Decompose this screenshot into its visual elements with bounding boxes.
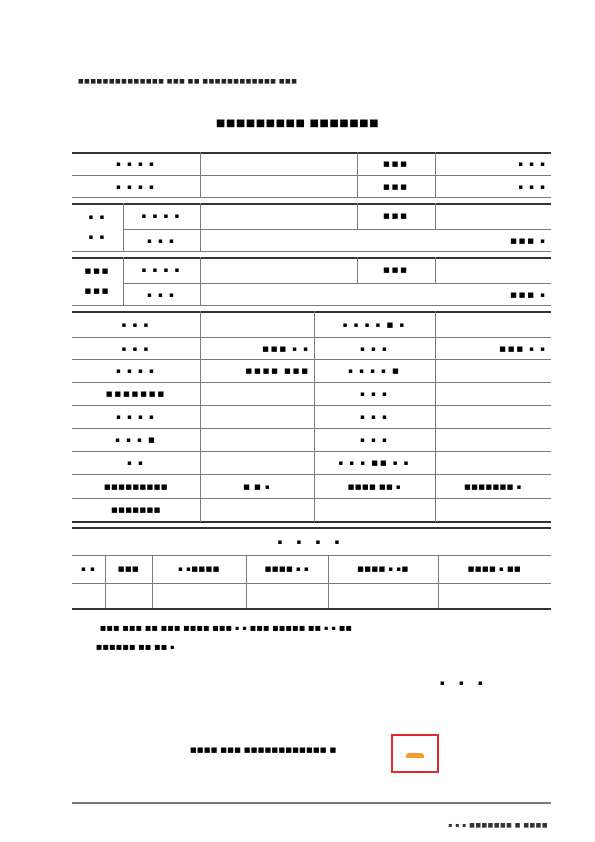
row-label: ▪ ▪ — [127, 459, 145, 467]
list-header: ■■■ — [117, 565, 140, 573]
footer-text: ▪ ▪ ▪ ■■■■■■■ ■ ■■■■ — [448, 822, 548, 829]
row-value-2 — [435, 430, 547, 450]
table-line — [72, 257, 551, 259]
row-value: ■■■ ▪ ▪ — [262, 345, 310, 353]
row-label: ■■■■■■■ — [111, 506, 161, 514]
list-header: ▪ ▪■■■■ — [178, 565, 220, 573]
table-line — [72, 555, 551, 556]
group-sub-label: ▪ ▪ ▪ ▪ — [141, 266, 182, 274]
row-label: ▪ ▪ ▪ ▪ — [116, 367, 156, 375]
row-label: ■■■■■■■■■ — [103, 483, 169, 491]
table-line — [72, 197, 551, 198]
row-value: ■■■■ ■■■ — [245, 367, 310, 375]
seal-mark — [406, 753, 424, 758]
row-label: ■■■■■■■ — [105, 390, 167, 398]
row-label-2: ▪ ▪ ▪ ▪ ■ — [348, 367, 401, 375]
row-mid-label: ■■■ — [383, 160, 409, 168]
row-label: ▪ ▪ ▪ — [121, 345, 151, 353]
row-label-2: ▪ ▪ ▪ — [360, 390, 389, 398]
group-mid-label: ■■■ — [383, 266, 409, 274]
list-header: ■■■■ ▪ ■■ — [467, 565, 522, 573]
table-line — [72, 451, 551, 452]
seal-stamp-icon — [391, 734, 439, 773]
group-sub-label: ▪ ▪ ▪ ▪ — [141, 212, 182, 220]
table-line — [123, 229, 551, 230]
table-line — [72, 311, 551, 313]
table-line — [72, 359, 551, 360]
list-header: ■■■■ ▪ ▪■ — [357, 565, 409, 573]
document-title: ■■■■■■■■■ ■■■■■■■ — [215, 118, 380, 129]
row-value — [200, 453, 310, 473]
row-value — [200, 384, 310, 404]
section-title: ▪ ▪ ▪ ▪ — [277, 538, 346, 546]
table-line — [72, 527, 551, 529]
document-header-text: ■■■■■■■■■■■■■■ ■■■ ■■ ■■■■■■■■■■■■ ■■■ — [78, 78, 298, 85]
row-value — [200, 430, 310, 450]
table-line — [123, 283, 551, 284]
row-label-2: ▪ ▪ ▪ ▪ ■ ▪ — [342, 321, 407, 329]
row-value-2: ■■■■■■■ ▪ — [464, 483, 522, 491]
table-line — [72, 305, 551, 306]
organization-name: ■■■■ ■■■ ■■■■■■■■■■■■ ■ — [190, 746, 337, 754]
group-sub-label: ▪ ▪ ▪ — [147, 291, 176, 299]
row-label-2: ■■■■ ■■ ▪ — [347, 483, 402, 491]
group-side-label: ▪ ▪ ▪ ▪ — [88, 213, 107, 241]
row-value: ▪ ▪ ▪ — [518, 160, 547, 168]
table-line — [72, 337, 551, 338]
row-mid-label: ■■■ — [383, 183, 409, 191]
table-line — [72, 405, 551, 406]
row-label-2: ▪ ▪ ▪ — [360, 413, 389, 421]
row-label: ▪ ▪ ▪ — [121, 321, 151, 329]
table-vline — [200, 152, 201, 198]
row-label: ▪ ▪ ▪ ▪ — [116, 160, 156, 168]
row-value-2 — [435, 384, 547, 404]
row-value-2 — [435, 500, 547, 520]
table-line — [72, 251, 551, 252]
table-line — [72, 203, 551, 205]
group-mid-label: ■■■ — [383, 212, 409, 220]
table-line — [72, 498, 551, 499]
group-value: ■■■ ▪ — [510, 291, 547, 299]
row-value — [200, 315, 310, 335]
table-line — [72, 382, 551, 383]
group-value: ■■■ ▪ — [510, 237, 547, 245]
date-text: ▪ ▪ ▪ — [440, 679, 489, 687]
note-text-line: ■■■■■■ ■■ ■■ ▪ — [96, 643, 176, 651]
row-value — [200, 407, 310, 427]
row-label-2 — [314, 500, 435, 520]
row-value-2 — [435, 361, 547, 381]
table-vline — [435, 257, 436, 284]
group-side-label: ■■■ ■■■ — [84, 267, 111, 295]
row-value — [200, 500, 310, 520]
row-value-2: ■■■ ▪ ▪ — [499, 345, 547, 353]
footer-divider — [72, 802, 551, 804]
row-label: ▪ ▪ ▪ ■ — [115, 436, 157, 444]
group-sub-label: ▪ ▪ ▪ — [147, 237, 176, 245]
table-line — [72, 583, 551, 584]
table-vline — [435, 203, 436, 230]
row-label: ▪ ▪ ▪ ▪ — [116, 413, 156, 421]
list-header: ▪ ▪ — [81, 565, 96, 573]
row-value-2 — [435, 315, 547, 335]
row-label-2: ▪ ▪ ▪ ■■ ▪ ▪ — [338, 459, 411, 467]
row-label-2: ▪ ▪ ▪ — [360, 345, 389, 353]
table-line — [72, 428, 551, 429]
row-value-2 — [435, 453, 547, 473]
row-label: ▪ ▪ ▪ ▪ — [116, 183, 156, 191]
row-value: ■ ■ ▪ — [243, 483, 271, 491]
table-line — [72, 474, 551, 475]
table-line — [72, 608, 551, 610]
row-value: ▪ ▪ ▪ — [518, 183, 547, 191]
table-line — [72, 175, 551, 176]
row-label-2: ▪ ▪ ▪ — [360, 436, 389, 444]
list-header: ■■■■ ▪ ▪ — [264, 565, 310, 573]
table-line — [72, 521, 551, 523]
row-value-2 — [435, 407, 547, 427]
note-text-line: ■■■ ■■■ ■■ ■■■ ■■■■ ■■■ ▪ ▪ ■■■ ■■■■■ ■■ ▪ ▪ ■■ — [100, 624, 353, 632]
